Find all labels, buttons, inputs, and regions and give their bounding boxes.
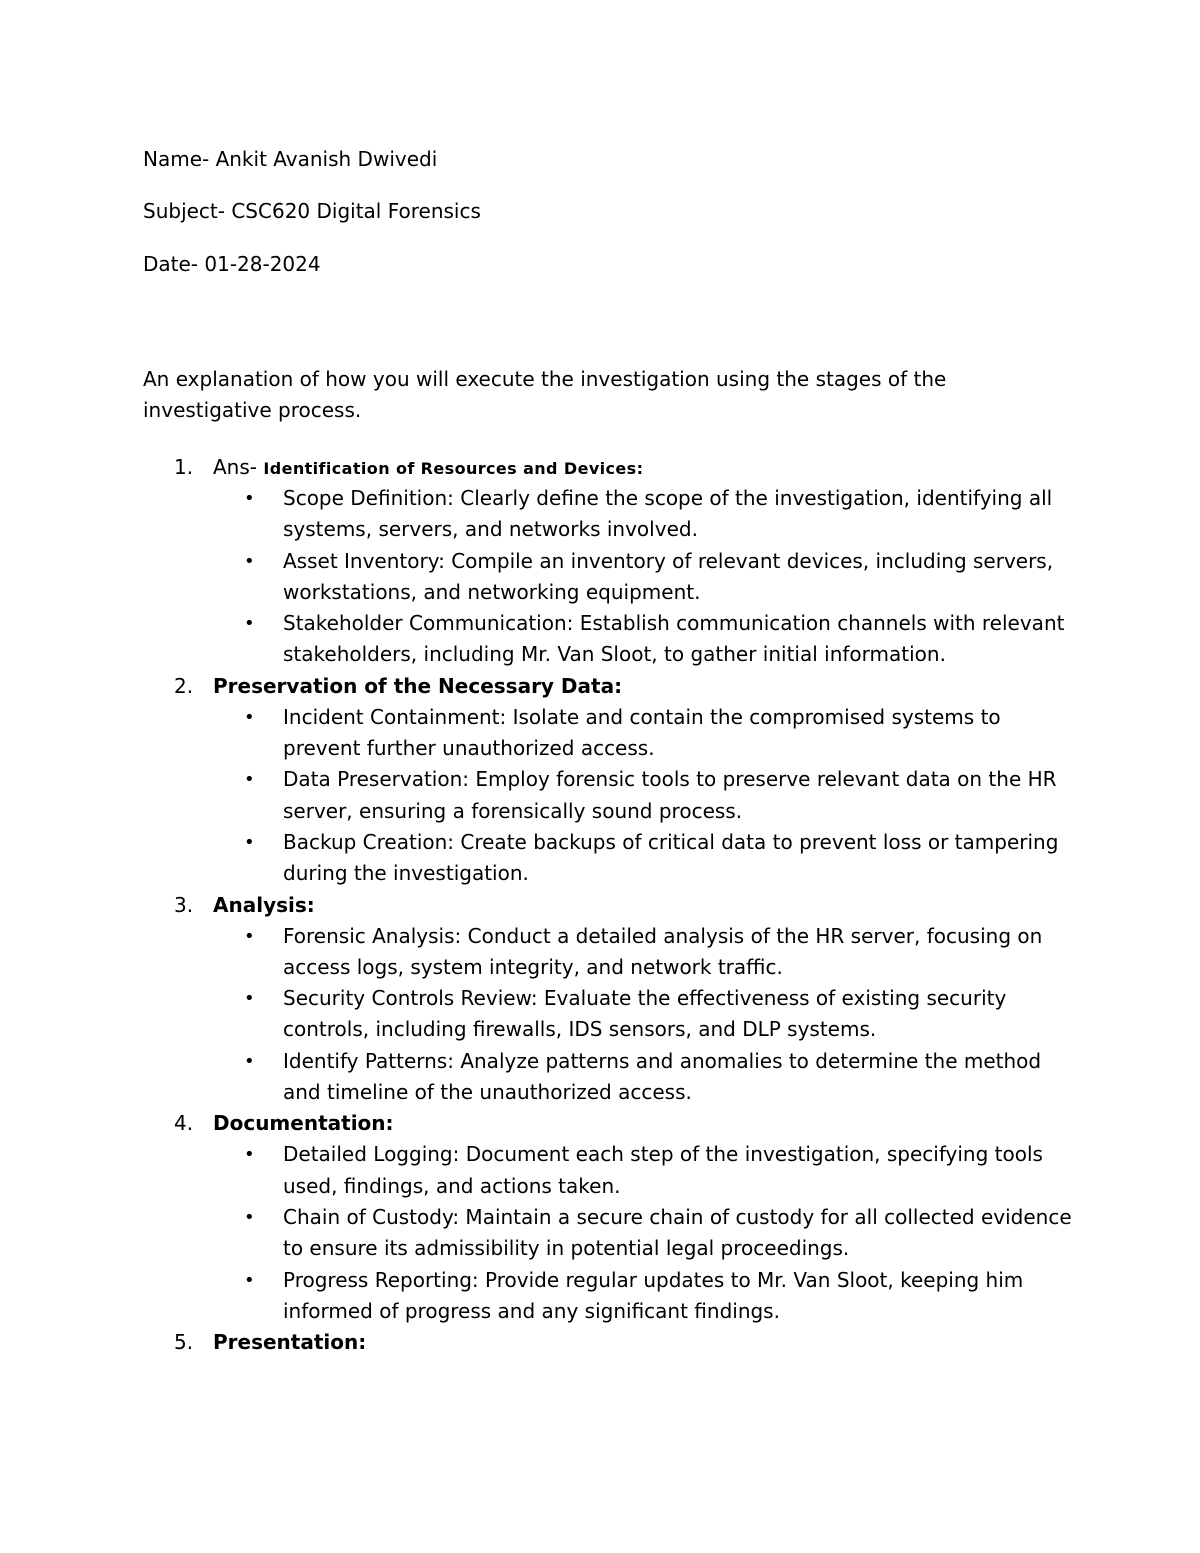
bullet-marker: • xyxy=(244,1269,255,1291)
stage-item xyxy=(0,1108,1200,1327)
bullet-text: Detailed Logging: Document each step of the investigation, specifying tools used, findings, and actions taken. xyxy=(283,1142,1043,1198)
stage-title-text: Identification of Resources and Devices: xyxy=(263,459,644,478)
stage-heading xyxy=(0,1327,1200,1358)
stage-number: 3. xyxy=(174,892,194,917)
answer-prefix: Ans- xyxy=(213,455,264,479)
author-name: Name- Ankit Avanish Dwivedi xyxy=(143,147,438,171)
stage-heading xyxy=(0,890,1200,921)
stage-title: Analysis: xyxy=(213,892,315,917)
bullet-item xyxy=(0,827,1073,890)
bullet-item xyxy=(0,608,1073,671)
stage-title: Preservation of the Necessary Data: xyxy=(213,673,623,698)
bullet-item xyxy=(0,764,1073,827)
stage-item xyxy=(0,671,1200,890)
bullet-item xyxy=(0,546,1073,609)
bullet-marker: • xyxy=(244,769,255,791)
stage-number: 1. xyxy=(174,455,194,479)
bullet-marker: • xyxy=(244,1050,255,1072)
bullet-marker: • xyxy=(244,1144,255,1166)
stage-number: 2. xyxy=(174,673,194,698)
bullet-text: Stakeholder Communication: Establish communication channels with relevant stakeholders, including Mr. Van Sloot, to gather initial information. xyxy=(283,611,1065,667)
stage-number: 5. xyxy=(174,1330,194,1355)
bullet-item xyxy=(0,483,1073,546)
bullet-item xyxy=(0,921,1073,984)
bullet-item xyxy=(0,1139,1073,1202)
bullet-list xyxy=(0,483,1200,671)
bullet-marker: • xyxy=(244,831,255,853)
stages-list xyxy=(0,452,1200,1358)
bullet-text: Data Preservation: Employ forensic tools to preserve relevant data on the HR server, ensuring a forensically sound process. xyxy=(283,767,1057,823)
bullet-item xyxy=(0,1046,1073,1109)
bullet-text: Progress Reporting: Provide regular updates to Mr. Van Sloot, keeping him informed of progress and any significant findings. xyxy=(283,1267,1024,1323)
bullet-text: Identify Patterns: Analyze patterns and anomalies to determine the method and timeline of the unauthorized access. xyxy=(283,1048,1042,1105)
stage-item xyxy=(0,1327,1200,1358)
stage-item xyxy=(0,452,1200,671)
stage-item xyxy=(0,890,1200,1109)
stage-heading xyxy=(0,452,1200,483)
date-line: Date- 01-28-2024 xyxy=(143,252,321,276)
stage-heading xyxy=(0,1108,1200,1139)
bullet-marker: • xyxy=(244,488,255,509)
bullet-marker: • xyxy=(244,550,255,572)
subject-line: Subject- CSC620 Digital Forensics xyxy=(143,199,481,223)
bullet-marker: • xyxy=(244,925,255,947)
stage-heading xyxy=(0,671,1200,702)
bullet-text: Incident Containment: Isolate and contain the compromised systems to prevent further unauthorized access. xyxy=(283,704,1001,761)
stage-title xyxy=(213,452,643,484)
bullet-text: Backup Creation: Create backups of critical data to prevent loss or tampering during the investigation. xyxy=(283,829,1059,886)
bullet-item xyxy=(0,1265,1073,1328)
bullet-item xyxy=(0,983,1073,1046)
stage-title: Presentation: xyxy=(213,1330,367,1355)
bullet-marker: • xyxy=(244,706,255,728)
bullet-item xyxy=(0,1202,1073,1265)
bullet-item xyxy=(0,702,1073,765)
stage-title: Documentation: xyxy=(213,1111,394,1136)
bullet-marker: • xyxy=(244,988,255,1010)
bullet-list xyxy=(0,921,1200,1109)
bullet-marker: • xyxy=(244,613,255,635)
bullet-marker: • xyxy=(244,1206,255,1228)
bullet-text: Asset Inventory: Compile an inventory of relevant devices, including servers, workstations, and networking equipment. xyxy=(283,548,1054,604)
bullet-text: Chain of Custody: Maintain a secure chain of custody for all collected evidence to ensure its admissibility in potential legal proceedings. xyxy=(283,1204,1072,1261)
bullet-text: Forensic Analysis: Conduct a detailed analysis of the HR server, focusing on access logs, system integrity, and network traffic. xyxy=(283,923,1043,979)
bullet-text: Security Controls Review: Evaluate the effectiveness of existing security controls, including firewalls, IDS sensors, and DLP systems. xyxy=(283,986,1007,1042)
bullet-list xyxy=(0,702,1200,890)
bullet-text: Scope Definition: Clearly define the scope of the investigation, identifying all systems, servers, and networks involved. xyxy=(283,486,1053,542)
bullet-list xyxy=(0,1139,1200,1327)
stage-number: 4. xyxy=(174,1111,194,1136)
question-prompt: An explanation of how you will execute the investigation using the stages of the investigative process. xyxy=(143,367,947,422)
